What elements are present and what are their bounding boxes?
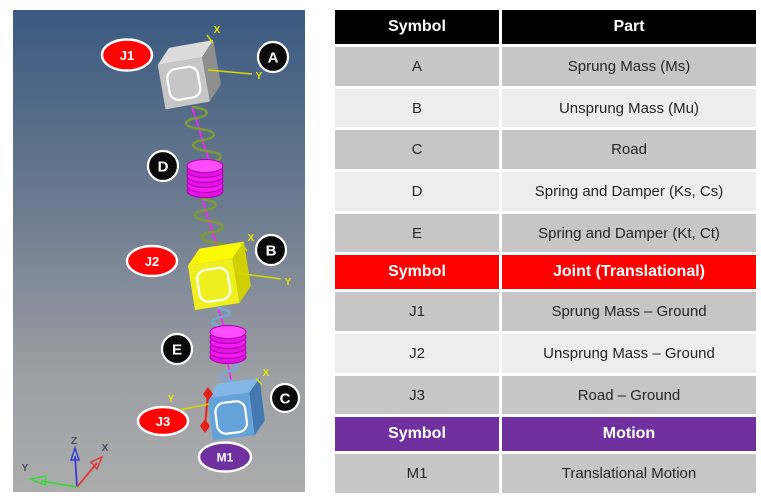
axis-y-label-b: Y	[284, 277, 292, 288]
header-motion-cell: Motion	[502, 417, 756, 451]
part-badge-e	[162, 334, 192, 364]
axis-y-label-a: Y	[255, 71, 263, 82]
symbol-cell: J2	[335, 334, 499, 373]
part-badge-b	[256, 235, 286, 265]
header-joint-cell: Joint (Translational)	[502, 255, 756, 289]
part-cell: Sprung Mass – Ground	[502, 292, 756, 331]
axis-y-label-c: Y	[167, 394, 175, 405]
motion-label-m1	[199, 443, 251, 472]
triad-y-label: Y	[21, 463, 29, 474]
model-3d-view	[13, 10, 305, 492]
table-row-e	[335, 214, 756, 253]
triad-x-label: X	[101, 443, 109, 454]
part-badge-c	[271, 384, 299, 412]
header-symbol-cell: Symbol	[335, 417, 499, 451]
symbol-cell: C	[335, 130, 499, 169]
part-cell: Sprung Mass (Ms)	[502, 47, 756, 86]
damper-coil-e	[210, 326, 246, 364]
header-symbol-cell: Symbol	[335, 255, 499, 289]
axis-x-label-c: X	[262, 368, 270, 379]
header-symbol-cell: Symbol	[335, 10, 499, 44]
svg-text:J1: J1	[119, 48, 135, 63]
table-row-b	[335, 89, 756, 128]
joint-label-j1	[102, 40, 152, 71]
symbol-cell: E	[335, 214, 499, 253]
part-cell: Unsprung Mass – Ground	[502, 334, 756, 373]
symbol-cell: A	[335, 47, 499, 86]
joint-label-j2	[127, 246, 177, 276]
svg-text:D: D	[157, 158, 169, 176]
svg-text:C: C	[279, 390, 291, 408]
symbol-cell: M1	[335, 454, 499, 493]
table-row-m1	[335, 454, 756, 493]
damper-coil-d	[187, 160, 223, 198]
triad-z-label: Z	[70, 436, 78, 447]
axis-x-label-b: X	[247, 233, 255, 244]
svg-text:A: A	[267, 49, 279, 67]
part-cell: Unsprung Mass (Mu)	[502, 89, 756, 128]
road-cube	[206, 378, 266, 440]
svg-text:J2: J2	[144, 254, 160, 269]
symbol-cell: J3	[335, 376, 499, 415]
table-row-d	[335, 172, 756, 211]
part-cell: Spring and Damper (Ks, Cs)	[502, 172, 756, 211]
table-row-j2	[335, 334, 756, 373]
table-row-j3	[335, 376, 756, 415]
symbol-cell: D	[335, 172, 499, 211]
symbol-cell: J1	[335, 292, 499, 331]
svg-text:B: B	[265, 242, 277, 260]
part-cell: Road	[502, 130, 756, 169]
svg-text:J3: J3	[155, 414, 171, 429]
axis-x-label-a: X	[213, 25, 221, 36]
table-row-a	[335, 47, 756, 86]
part-cell: Translational Motion	[502, 454, 756, 493]
table-header-motion	[335, 417, 756, 451]
symbol-table	[335, 10, 756, 493]
part-cell: Spring and Damper (Kt, Ct)	[502, 214, 756, 253]
table-row-j1	[335, 292, 756, 331]
symbol-cell: B	[335, 89, 499, 128]
table-header-joint	[335, 255, 756, 289]
part-badge-d	[148, 151, 178, 181]
svg-text:M1: M1	[216, 450, 234, 465]
joint-label-j3	[138, 407, 188, 435]
svg-text:E: E	[171, 341, 183, 359]
table-header-part	[335, 10, 756, 44]
header-part-cell: Part	[502, 10, 756, 44]
table-row-c	[335, 130, 756, 169]
part-cell: Road – Ground	[502, 376, 756, 415]
part-badge-a	[258, 42, 288, 72]
